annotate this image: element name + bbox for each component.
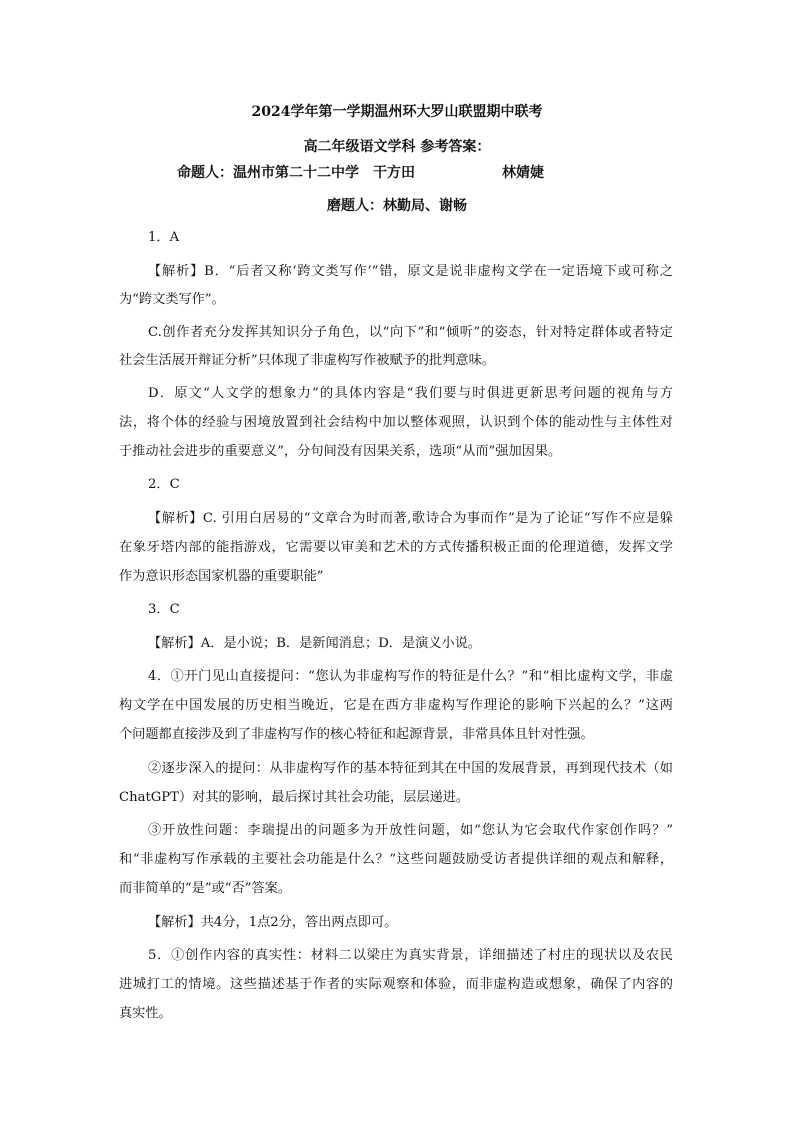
analysis-1c-line-2: 社会生活展开辩证分析”只体现了非虚构写作被赋予的批判意味。 xyxy=(119,353,495,368)
question-authors: 命题人：温州市第二十二中学 干方田 xyxy=(177,165,415,181)
analysis-3: 【解析】A．是小说；B．是新闻消息；D．是演义小说。 xyxy=(148,636,482,651)
exam-title: 2024学年第一学期温州环大罗山联盟期中联考 xyxy=(251,104,543,120)
answer-4-point-3-line-2: 和“非虚构写作承载的主要社会功能是什么？”这些问题鼓励受访者提供详细的观点和解释， xyxy=(119,852,673,867)
answer-4-point-2-line-1: ②逐步深入的提问：从非虚构写作的基本特征到其在中国的发展背景，再到现代技术（如 xyxy=(148,761,673,776)
answer-4-point-3-line-1: ③开放性问题：李瑞提出的问题多为开放性问题，如“您认为它会取代作家创作吗？” xyxy=(148,823,673,838)
analysis-4: 【解析】共4分，1点2分，答出两点即可。 xyxy=(148,915,398,930)
analysis-2-line-3: 作为意识形态国家机器的重要职能” xyxy=(119,569,324,584)
analysis-1d-line-3: 于推动社会进步的重要意义”，分句间没有因果关系，选项“从而”强加因果。 xyxy=(119,444,562,459)
answer-1: 1．A xyxy=(148,230,180,245)
answer-4-point-3-line-3: 而非简单的“是”或“否”答案。 xyxy=(119,881,292,896)
analysis-1d-line-2: 法，将个体的经验与困境放置到社会结构中加以整体观照，认识到个体的能动性与主体性对 xyxy=(119,415,673,430)
answer-5-line-3: 真实性。 xyxy=(119,1006,172,1021)
answer-3: 3．C xyxy=(148,602,180,617)
analysis-1-line-1: 【解析】B．“后者又称‘跨文类写作’”错，原文是说非虚构文学在一定语境下或可称之 xyxy=(148,264,673,279)
analysis-2-line-2: 在象牙塔内部的能指游戏，它需要以审美和艺术的方式传播积极正面的伦理道德，发挥文学 xyxy=(119,540,673,555)
answer-4-line-1: 4．①开门见山直接提问：“您认为非虚构写作的特征是什么？”和“相比虚构文学，非虚 xyxy=(148,669,673,684)
answer-5-line-1: 5．①创作内容的真实性：材料二以梁庄为真实背景，详细描述了村庄的现状以及农民 xyxy=(148,948,673,963)
answer-4-line-2: 构文学在中国发展的历史相当晚近，它是在西方非虚构写作理论的影响下兴起的么？”这两 xyxy=(119,698,673,713)
analysis-1-line-2: 为“跨文类写作”。 xyxy=(119,292,225,307)
answer-4-point-2-line-2: ChatGPT）对其的影响，最后探讨其社会功能，层层递进。 xyxy=(119,790,470,805)
answer-4-line-3: 个问题都直接涉及到了非虚构写作的核心特征和起源背景，非常具体且针对性强。 xyxy=(119,727,594,742)
analysis-1c-line-1: C.创作者充分发挥其知识分子角色，以“向下”和“倾听”的姿态，针对特定群体或者特定 xyxy=(148,325,673,340)
analysis-1d-line-1: D．原文“人文学的想象力”的具体内容是“我们要与时俱进更新思考问题的视角与方 xyxy=(148,386,673,401)
answer-5-line-2: 进城打工的情境。这些描述基于作者的实际观察和体验，而非虚构造或想象，确保了内容的 xyxy=(119,977,673,992)
question-author-2: 林婧婕 xyxy=(502,165,544,181)
reviewers: 磨题人：林勤局、谢畅 xyxy=(327,198,467,214)
analysis-2-line-1: 【解析】C. 引用白居易的“文章合为时而著,歌诗合为事而作”是为了论证“写作不应是躲 xyxy=(148,511,673,526)
exam-subtitle: 高二年级语文学科 参考答案： xyxy=(303,139,491,155)
answer-2: 2．C xyxy=(148,477,180,492)
